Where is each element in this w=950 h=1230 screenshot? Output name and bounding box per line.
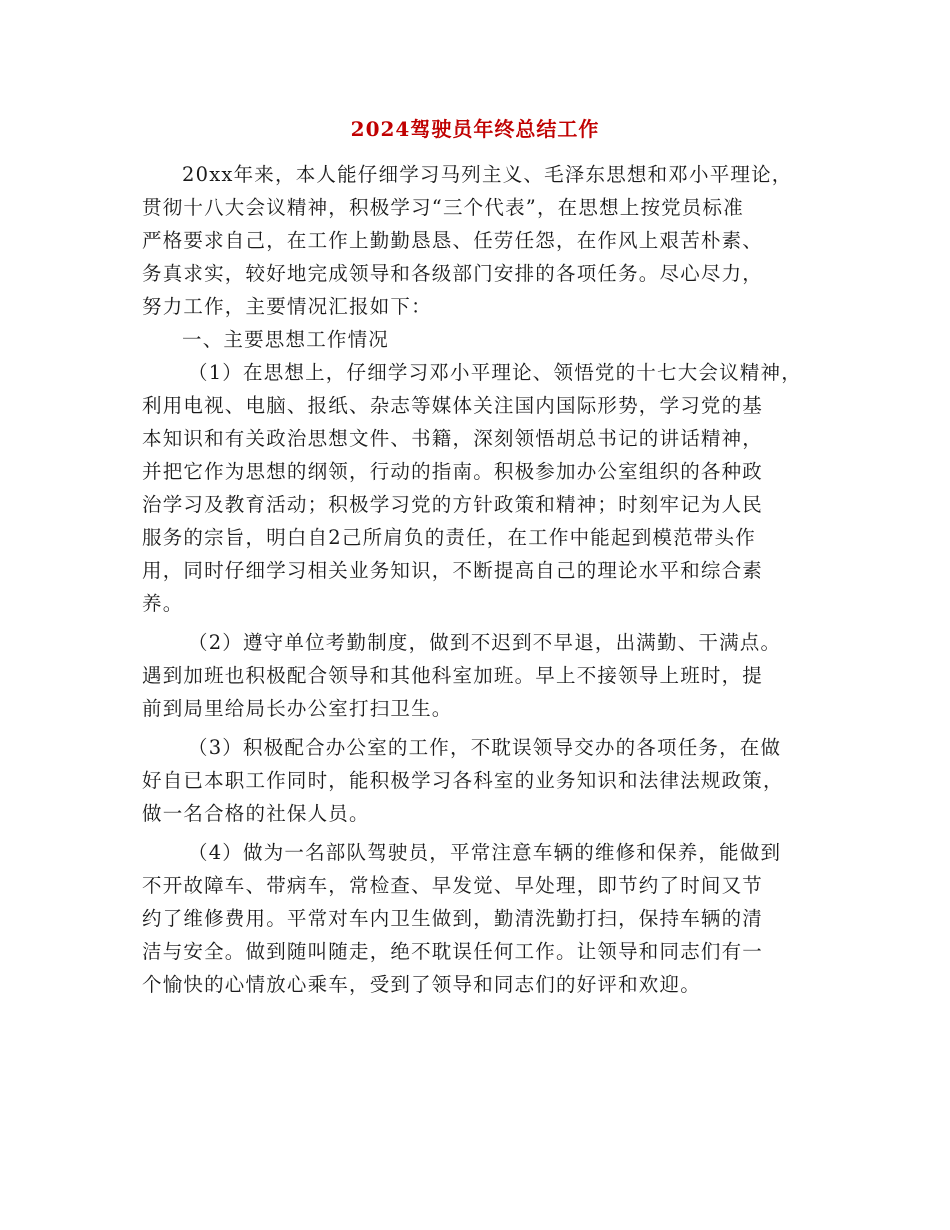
paragraph-line: 做一名合格的社保人员。 bbox=[142, 802, 370, 825]
paragraph-line: 遇到加班也积极配合领导和其他科室加班。早上不接领导上班时，提 bbox=[142, 664, 764, 687]
paragraph-line: 贯彻十八大会议精神，积极学习“三个代表”，在思想上按党员标准 bbox=[142, 196, 744, 219]
section-heading: 一、主要思想工作情况 bbox=[182, 328, 390, 351]
document-title: 2024驾驶员年终总结工作 bbox=[350, 117, 600, 141]
paragraph-line: 个愉快的心情放心乘车，受到了领导和同志们的好评和欢迎。 bbox=[142, 973, 701, 996]
paragraph-line: 20xx年来，本人能仔细学习马列主义、毛泽东思想和邓小平理论， bbox=[182, 163, 793, 186]
paragraph-line: 严格要求自己，在工作上勤勤恳恳、任劳任怨，在作风上艰苦朴素、 bbox=[142, 229, 764, 252]
paragraph-line: 本知识和有关政治思想文件、书籍，深刻领悟胡总书记的讲话精神， bbox=[142, 427, 764, 450]
paragraph-line: 好自已本职工作同时，能积极学习各科室的业务知识和法律法规政策， bbox=[142, 769, 784, 792]
paragraph-line: 约了维修费用。平常对车内卫生做到，勤清洗勤打扫，保持车辆的清 bbox=[142, 907, 764, 930]
paragraph-line: 并把它作为思想的纲领，行动的指南。积极参加办公室组织的各种政 bbox=[142, 460, 764, 483]
paragraph-line: 前到局里给局长办公室打扫卫生。 bbox=[142, 697, 453, 720]
paragraph-line: 养。 bbox=[142, 592, 184, 615]
paragraph-line: 治学习及教育活动；积极学习党的方针政策和精神；时刻牢记为人民 bbox=[142, 493, 764, 516]
paragraph-line: 务真求实，较好地完成领导和各级部门安排的各项任务。尽心尽力， bbox=[142, 262, 764, 285]
paragraph-line: （3）积极配合办公室的工作，不耽误领导交办的各项任务，在做 bbox=[188, 736, 782, 759]
paragraph-line: （4）做为一名部队驾驶员，平常注意车辆的维修和保养，能做到 bbox=[188, 841, 782, 864]
paragraph-line: 用，同时仔细学习相关业务知识，不断提高自己的理论水平和综合素 bbox=[142, 559, 764, 582]
document-body bbox=[142, 158, 822, 1001]
paragraph-line: （2）遵守单位考勤制度，做到不迟到不早退，出满勤、干满点。 bbox=[188, 631, 782, 654]
paragraph-line: 不开故障车、带病车，常检查、早发觉、早处理，即节约了时间又节 bbox=[142, 874, 764, 897]
paragraph-line: 利用电视、电脑、报纸、杂志等媒体关注国内国际形势，学习党的基 bbox=[142, 394, 764, 417]
paragraph-line: 努力工作，主要情况汇报如下： bbox=[142, 295, 432, 318]
paragraph-line: 洁与安全。做到随叫随走，绝不耽误任何工作。让领导和同志们有一 bbox=[142, 940, 764, 963]
paragraph-line: （1）在思想上，仔细学习邓小平理论、领悟党的十七大会议精神， bbox=[188, 361, 802, 384]
paragraph-line: 服务的宗旨，明白自2己所肩负的责任，在工作中能起到模范带头作 bbox=[142, 526, 756, 549]
